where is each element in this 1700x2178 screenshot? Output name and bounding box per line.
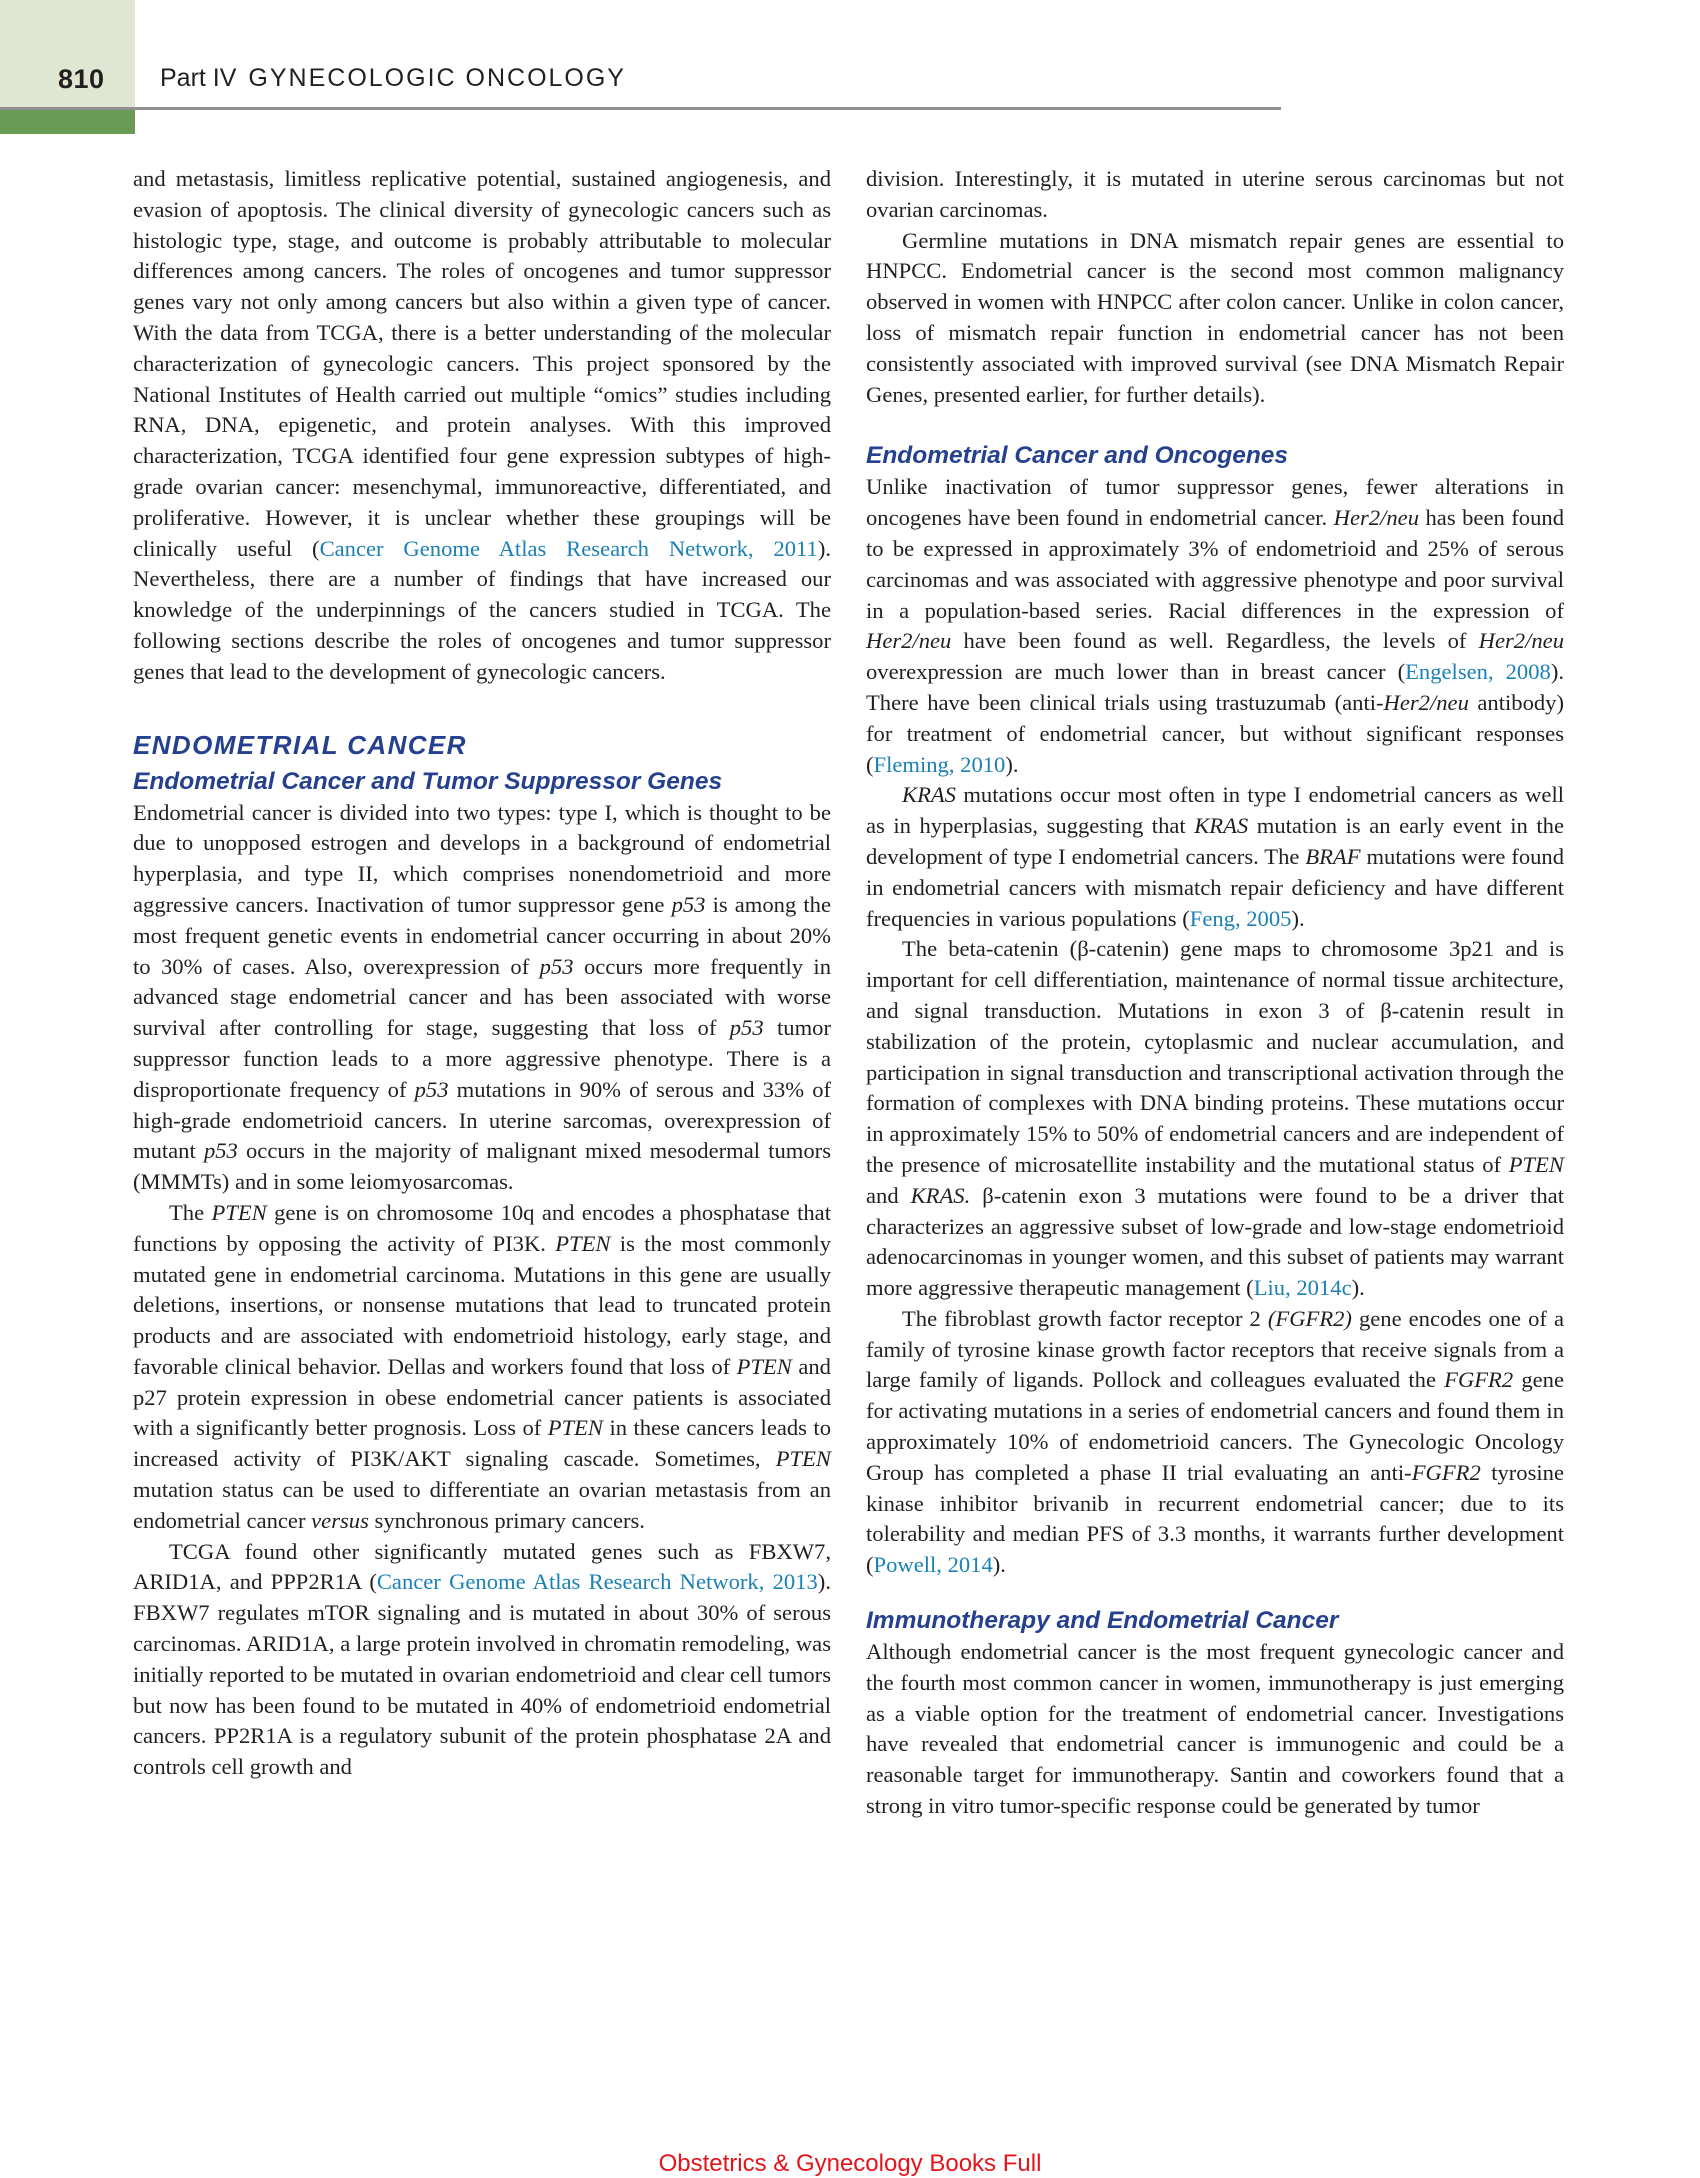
text-run: Germline mutations in DNA mismatch repair genes are essential to HNPCC. Endometrial cancer is the second most common malignancy observed in women with HNPCC after colon cancer. Unlike in colon cancer, loss of mismatch repair function in endometrial cancer has not been consistently associated with improved survival (see DNA Mismatch Repair Genes, presented earlier, for further details). xyxy=(866,227,1564,407)
text-run: mutations occur most often in type I endometrial cancers as well as in hyperplasias, suggesting that xyxy=(866,782,1564,839)
text-run: and metastasis, limitless replicative potential, sustained angiogenesis, and evasion of apoptosis. The clinical diversity of gynecologic cancers such as histologic type, stage, and outcome is probably attributable to molecular differences among cancers. The roles of oncogenes and tumor suppressor genes vary not only among cancers but also within a given type of cancer. With the data from TCGA, there is a better understanding of the molecular characterization of gynecologic cancers. This project sponsored by the National Institutes of Health carried out multiple “omics” studies including RNA, DNA, epigenetic, and protein analyses. With this improved characterization, TCGA identified four gene expression subtypes of high-grade ovarian cancer: mesenchymal, immunoreactive, differentiated, and proliferative. However, it is unclear whether these groupings will be clinically useful ( xyxy=(133,166,831,561)
text-run: and p27 protein expression in obese endometrial cancer patients is associated with a significantly better prognosis. Loss of xyxy=(133,1353,831,1441)
italic-term: BRAF xyxy=(1305,843,1361,869)
italic-term: PTEN xyxy=(736,1353,792,1379)
italic-term: PTEN xyxy=(211,1199,267,1225)
text-run: mutations were found in endometrial cancers with mismatch repair deficiency and have different frequencies in various populations ( xyxy=(866,843,1565,931)
text-run: is among the most frequent genetic events in endometrial cancer occurring in about 20% to 30% of cases. Also, overexpression of xyxy=(133,891,831,979)
text-run: tumor suppressor function leads to a more aggressive phenotype. There is a disproportionate frequency of xyxy=(133,1015,831,1102)
text-run: occurs in the majority of malignant mixed mesodermal tumors (MMMTs) and in some leiomyosarcomas. xyxy=(133,1138,831,1195)
italic-term: p53 xyxy=(671,891,706,917)
italic-term: p53 xyxy=(414,1076,449,1102)
page-tab-dark xyxy=(0,109,135,134)
text-run: occurs more frequently in advanced stage endometrial cancer and has been associated with worse survival after controlling for stage, suggesting that loss of xyxy=(133,953,832,1041)
italic-term: Her2/neu xyxy=(1383,689,1469,715)
text-run: ). Nevertheless, there are a number of findings that have increased our knowledge of the underpinnings of the cancers studied in TCGA. The following sections describe the roles of oncogenes and tumor suppressor genes that lead to the development of gynecologic cancers. xyxy=(133,535,831,684)
text-run: β-catenin exon 3 mutations were found to be a driver that characterizes an aggressive subset of low-grade and low-stage endometrioid adenocarcinomas in younger women, and this subset of patients may warrant more aggressive therapeutic management ( xyxy=(866,1182,1564,1301)
italic-term: versus xyxy=(311,1507,369,1533)
text-run: overexpression are much lower than in breast cancer ( xyxy=(866,659,1406,685)
text-run: ). xyxy=(1291,905,1305,931)
text-run: ). FBXW7 regulates mTOR signaling and is mutated in about 30% of serous carcinomas. ARID1A, a large protein involved in chromatin remodeling, was initially reported to be mutated in ovarian endometrioid and clear cell tumors but now has been found to be mutated in 40% of endometrioid endometrial cancers. PP2R1A is a regulatory subunit of the protein phosphatase 2A and controls cell growth and xyxy=(133,1569,831,1780)
left-column xyxy=(133,164,831,1783)
citation-link[interactable]: Feng, 2005 xyxy=(1189,905,1292,931)
italic-term: PTEN xyxy=(1508,1151,1564,1177)
italic-term: FGFR2 xyxy=(1444,1367,1514,1393)
right-column xyxy=(866,164,1564,1822)
part-label: Part IV xyxy=(160,64,237,92)
italic-term: (FGFR2) xyxy=(1267,1305,1352,1331)
text-run: gene is on chromosome 10q and encodes a phosphatase that functions by opposing the activity of PI3K. xyxy=(133,1199,831,1256)
text-run: and xyxy=(866,1182,911,1208)
section-heading: ENDOMETRIAL CANCER xyxy=(133,729,467,760)
page-number: 810 xyxy=(58,64,105,94)
text-run: division. Interestingly, it is mutated in uterine serous carcinomas but not ovarian carcinomas. xyxy=(866,166,1564,222)
text-run: Endometrial cancer is divided into two types: type I, which is thought to be due to unopposed estrogen and develops in a background of endometrial hyperplasia, and type II, which comprises nonendometrioid and more aggressive cancers. Inactivation of tumor suppressor gene xyxy=(133,799,831,917)
footer-watermark: Obstetrics & Gynecology Books Full xyxy=(658,2150,1042,2177)
body-paragraph xyxy=(133,798,831,1198)
citation-link[interactable]: Cancer Genome Atlas Research Network, 2011 xyxy=(319,535,818,561)
citation-link[interactable]: Liu, 2014c xyxy=(1253,1275,1352,1301)
section-title: GYNECOLOGIC ONCOLOGY xyxy=(248,64,626,92)
text-run: ). xyxy=(1005,751,1019,777)
text-run: antibody) for treatment of endometrial cancer, but without significant responses ( xyxy=(866,689,1564,777)
header-rule xyxy=(0,107,1281,110)
text-run: mutation is an early event in the development of type I endometrial cancers. The xyxy=(866,813,1564,869)
text-run: Although endometrial cancer is the most frequent gynecologic cancer and the fourth most common cancer in women, immunotherapy is just emerging as a viable option for the treatment of endometrial cancer. Investigations have revealed that endometrial cancer is immunogenic and could be a reasonable target for immunotherapy. Santin and coworkers found that a strong in vitro tumor-specific response could be generated by tumor xyxy=(866,1639,1564,1819)
body-paragraph xyxy=(133,1537,831,1783)
italic-term: Her2/neu xyxy=(1333,505,1420,531)
text-run: The xyxy=(169,1199,212,1225)
section-heading: Endometrial Cancer and Tumor Suppressor Genes xyxy=(133,767,723,795)
text-run: ). There have been clinical trials using trastuzumab (anti- xyxy=(866,659,1564,715)
section-heading: Endometrial Cancer and Oncogenes xyxy=(866,442,1289,470)
citation-link[interactable]: Engelsen, 2008 xyxy=(1405,659,1551,685)
italic-term: PTEN xyxy=(775,1446,831,1472)
italic-term: p53 xyxy=(203,1138,238,1164)
text-run: has been found to be expressed in approximately 3% of endometrioid and 25% of serous carcinomas and was associated with aggressive phenotype and poor survival in a population-based series. Racial differences in the expression of xyxy=(866,505,1564,623)
body-paragraph xyxy=(866,226,1564,411)
text-run: The beta-catenin (β-catenin) gene maps to chromosome 3p21 and is important for cell differentiation, maintenance of normal tissue architecture, and signal transduction. Mutations in exon 3 of β-catenin result in stabilization of the protein, cytoplasmic and nuclear accumulation, and participation in signal transduction and transcriptional activation through the formation of complexes with DNA binding proteins. These mutations occur in approximately 15% to 50% of endometrial cancers and are independent of the presence of microsatellite instability and the mutational status of xyxy=(866,936,1564,1177)
body-paragraph xyxy=(866,934,1564,1304)
text-run: ). xyxy=(992,1552,1006,1578)
italic-term: PTEN xyxy=(555,1230,611,1256)
text-run: is the most commonly mutated gene in endometrial carcinoma. Mutations in this gene are usually deletions, insertions, or nonsense mutations that lead to truncated protein products and are associated with endometrioid histology, early stage, and favorable clinical behavior. Dellas and workers found that loss of xyxy=(133,1230,831,1379)
italic-term: p53 xyxy=(729,1015,764,1041)
text-run: TCGA found other significantly mutated genes such as FBXW7, ARID1A, and PPP2R1A ( xyxy=(133,1538,831,1595)
text-run: in these cancers leads to increased activity of PI3K/AKT signaling cascade. Sometimes, xyxy=(133,1415,831,1472)
text-run: gene for activating mutations in a series of endometrial cancers and found them in approximately 10% of endometrioid cancers. The Gynecologic Oncology Group has completed a phase II trial evaluating an anti- xyxy=(866,1367,1564,1485)
body-paragraph xyxy=(866,1304,1564,1581)
italic-term: KRAS xyxy=(902,782,956,808)
citation-link[interactable]: Powell, 2014 xyxy=(873,1552,993,1578)
text-run: mutation status can be used to differentiate an ovarian metastasis from an endometrial cancer xyxy=(133,1477,831,1533)
italic-term: Her2/neu xyxy=(1478,628,1564,654)
body-paragraph xyxy=(866,1637,1564,1822)
body-paragraph xyxy=(866,780,1564,934)
text-run: gene encodes one of a family of tyrosine kinase growth factor receptors that receive signals from a large family of ligands. Pollock and colleagues evaluated the xyxy=(866,1305,1564,1393)
italic-term: Her2/neu xyxy=(866,628,952,654)
citation-link[interactable]: Fleming, 2010 xyxy=(873,751,1006,777)
text-run: The fibroblast growth factor receptor 2 xyxy=(902,1305,1268,1331)
text-run: ). xyxy=(1351,1275,1365,1301)
text-run: have been found as well. Regardless, the levels of xyxy=(951,628,1479,654)
citation-link[interactable]: Cancer Genome Atlas Research Network, 2013 xyxy=(376,1569,818,1595)
body-paragraph xyxy=(866,164,1564,226)
italic-term: FGFR2 xyxy=(1411,1459,1481,1485)
text-run: synchronous primary cancers. xyxy=(368,1507,645,1533)
italic-term: KRAS xyxy=(1194,813,1249,839)
section-heading: Immunotherapy and Endometrial Cancer xyxy=(866,1607,1339,1635)
italic-term: KRAS. xyxy=(910,1182,971,1208)
italic-term: p53 xyxy=(539,953,574,979)
text-run: Unlike inactivation of tumor suppressor genes, fewer alterations in oncogenes have been found in endometrial cancer. xyxy=(866,474,1564,531)
text-run: tyrosine kinase inhibitor brivanib in recurrent endometrial cancer; due to its tolerability and median PFS of 3.3 months, it warrants further development ( xyxy=(866,1459,1564,1578)
body-paragraph xyxy=(866,472,1564,780)
text-run: mutations in 90% of serous and 33% of high-grade endometrioid cancers. In uterine sarcomas, overexpression of mutant xyxy=(133,1076,832,1164)
italic-term: PTEN xyxy=(547,1415,604,1441)
running-header xyxy=(160,64,626,93)
body-paragraph xyxy=(133,164,831,688)
body-paragraph xyxy=(133,1198,831,1537)
